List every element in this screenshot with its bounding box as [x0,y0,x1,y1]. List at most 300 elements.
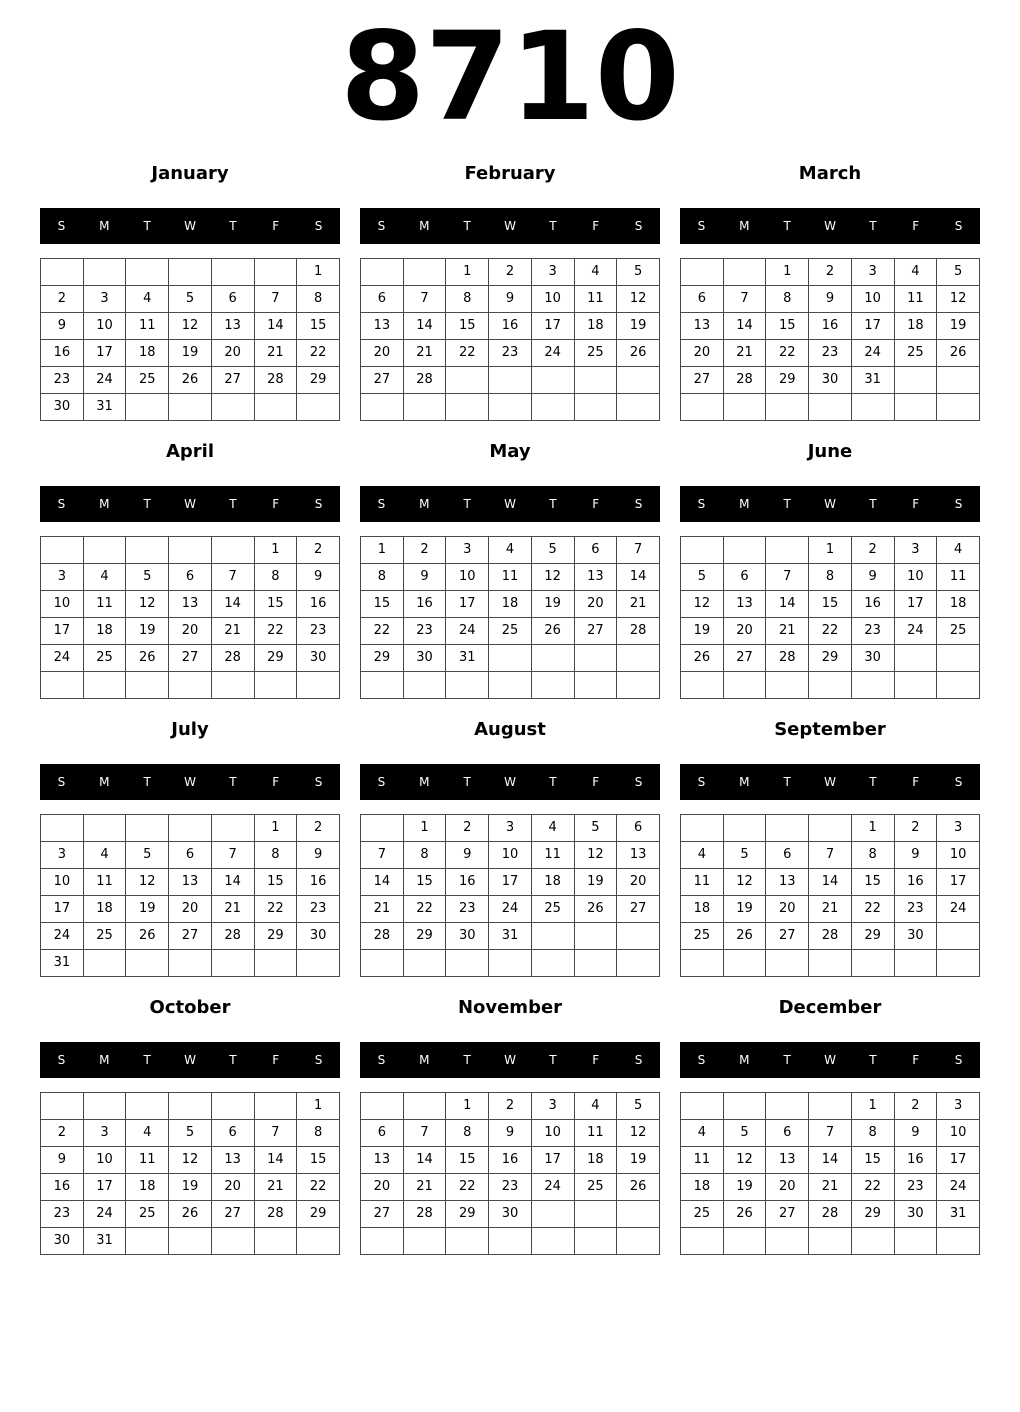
weekday-label: F [592,1053,600,1067]
day-cell: 20 [574,591,617,618]
empty-day-cell [937,672,980,699]
day-cell: 12 [681,591,724,618]
week-row [681,1201,980,1228]
day-cell: 6 [361,1120,404,1147]
day-cell: 3 [531,1093,574,1120]
week-row [681,537,980,564]
weekday-label: F [592,219,600,233]
day-cell: 10 [894,564,937,591]
day-cell: 26 [617,340,660,367]
day-cell: 13 [211,1147,254,1174]
week-row [361,672,660,699]
day-cell: 10 [851,286,894,313]
day-cell: 6 [723,564,766,591]
weekday-label: S [377,219,386,233]
day-cell: 7 [403,1120,446,1147]
month-name: May [489,441,531,462]
day-cell: 14 [809,1147,852,1174]
day-cell: 31 [937,1201,980,1228]
empty-day-cell [297,672,340,699]
day-cell: 22 [851,896,894,923]
week-row [41,672,340,699]
day-cell: 29 [254,645,297,672]
weekday-label: F [272,497,280,511]
day-cell: 24 [446,618,489,645]
day-cell: 9 [297,842,340,869]
week-row [361,842,660,869]
weekday-label: F [912,497,920,511]
empty-day-cell [126,1093,169,1120]
day-cell: 2 [851,537,894,564]
day-cell: 2 [894,815,937,842]
weekday-label: F [912,775,920,789]
day-cell: 5 [126,842,169,869]
day-cell: 27 [574,618,617,645]
day-cell: 28 [211,645,254,672]
day-cell: 6 [574,537,617,564]
weekday-label: M [739,219,750,233]
day-cell: 26 [617,1174,660,1201]
day-cell: 2 [489,259,532,286]
day-cell: 18 [126,1174,169,1201]
day-cell: 17 [446,591,489,618]
day-cell: 12 [723,1147,766,1174]
day-cell: 21 [809,896,852,923]
day-cell: 21 [361,896,404,923]
day-cell: 7 [254,1120,297,1147]
week-row [41,591,340,618]
week-row [41,537,340,564]
days-grid [360,258,660,421]
day-cell: 1 [403,815,446,842]
weekday-label: T [783,497,791,511]
weekday-label: W [504,1053,516,1067]
week-row [361,869,660,896]
day-cell: 17 [41,896,84,923]
day-cell: 25 [574,340,617,367]
day-cell: 13 [723,591,766,618]
day-cell: 2 [41,1120,84,1147]
day-cell: 20 [211,1174,254,1201]
weekday-label: M [99,1053,110,1067]
empty-day-cell [574,1228,617,1255]
day-cell: 29 [446,1201,489,1228]
week-row [361,1147,660,1174]
day-cell: 2 [297,537,340,564]
day-cell: 18 [681,1174,724,1201]
day-cell: 6 [169,842,212,869]
day-cell: 24 [41,645,84,672]
weekday-label: T [783,219,791,233]
empty-day-cell [489,950,532,977]
empty-day-cell [723,815,766,842]
empty-day-cell [403,259,446,286]
day-cell: 4 [894,259,937,286]
weekday-label: T [869,219,877,233]
day-cell: 18 [489,591,532,618]
day-cell: 1 [851,815,894,842]
empty-day-cell [531,1201,574,1228]
weekday-header [360,208,660,244]
week-row [361,537,660,564]
day-cell: 15 [254,869,297,896]
empty-day-cell [169,1093,212,1120]
days-grid [680,1092,980,1255]
empty-day-cell [574,1201,617,1228]
day-cell: 7 [211,842,254,869]
empty-day-cell [681,1093,724,1120]
week-row [681,1120,980,1147]
day-cell: 16 [894,869,937,896]
day-cell: 7 [211,564,254,591]
day-cell: 8 [809,564,852,591]
day-cell: 20 [766,1174,809,1201]
day-cell: 15 [254,591,297,618]
day-cell: 4 [937,537,980,564]
day-cell: 3 [83,286,126,313]
empty-day-cell [126,394,169,421]
day-cell: 12 [617,286,660,313]
day-cell: 11 [126,313,169,340]
day-cell: 13 [169,869,212,896]
day-cell: 16 [809,313,852,340]
day-cell: 15 [766,313,809,340]
empty-day-cell [361,1228,404,1255]
day-cell: 28 [809,1201,852,1228]
day-cell: 19 [126,618,169,645]
day-cell: 1 [851,1093,894,1120]
weekday-label: M [739,497,750,511]
day-cell: 4 [489,537,532,564]
days-grid [40,814,340,977]
week-row [681,259,980,286]
day-cell: 9 [809,286,852,313]
weekday-label: S [314,497,323,511]
day-cell: 11 [894,286,937,313]
day-cell: 13 [169,591,212,618]
weekday-label: W [824,219,836,233]
weekday-label: S [954,497,963,511]
day-cell: 11 [681,1147,724,1174]
day-cell: 28 [403,1201,446,1228]
day-cell: 4 [681,842,724,869]
weekday-label: T [783,1053,791,1067]
day-cell: 29 [766,367,809,394]
empty-day-cell [574,367,617,394]
empty-day-cell [489,672,532,699]
day-cell: 9 [41,1147,84,1174]
day-cell: 7 [723,286,766,313]
day-cell: 8 [851,1120,894,1147]
day-cell: 29 [403,923,446,950]
day-cell: 4 [574,1093,617,1120]
empty-day-cell [489,645,532,672]
weekday-header [360,764,660,800]
day-cell: 12 [574,842,617,869]
week-row [681,564,980,591]
empty-day-cell [723,1228,766,1255]
day-cell: 27 [361,1201,404,1228]
day-cell: 27 [766,923,809,950]
weekday-label: S [634,1053,643,1067]
day-cell: 19 [574,869,617,896]
day-cell: 5 [574,815,617,842]
empty-day-cell [126,672,169,699]
day-cell: 11 [574,286,617,313]
day-cell: 19 [681,618,724,645]
empty-day-cell [531,950,574,977]
weekday-label: W [504,219,516,233]
month-name: September [774,719,886,740]
empty-day-cell [617,1201,660,1228]
day-cell: 15 [403,869,446,896]
day-cell: 18 [574,1147,617,1174]
day-cell: 2 [297,815,340,842]
weekday-label: T [229,219,237,233]
week-row [681,672,980,699]
weekday-label: M [99,775,110,789]
empty-day-cell [617,923,660,950]
day-cell: 19 [617,313,660,340]
day-cell: 29 [851,923,894,950]
weekday-label: W [824,775,836,789]
day-cell: 14 [403,313,446,340]
day-cell: 3 [531,259,574,286]
day-cell: 31 [83,1228,126,1255]
day-cell: 16 [41,340,84,367]
empty-day-cell [446,1228,489,1255]
empty-day-cell [894,950,937,977]
day-cell: 11 [681,869,724,896]
weekday-label: S [57,497,66,511]
empty-day-cell [531,645,574,672]
day-cell: 16 [297,591,340,618]
empty-day-cell [574,672,617,699]
weekday-label: T [143,497,151,511]
month-name: August [474,719,546,740]
day-cell: 19 [723,1174,766,1201]
day-cell: 15 [297,313,340,340]
day-cell: 29 [809,645,852,672]
day-cell: 31 [83,394,126,421]
week-row [41,618,340,645]
day-cell: 5 [723,842,766,869]
day-cell: 31 [41,950,84,977]
day-cell: 16 [489,313,532,340]
weekday-label: S [377,497,386,511]
week-row [41,1120,340,1147]
day-cell: 18 [126,340,169,367]
days-grid [40,258,340,421]
weekday-label: T [463,1053,471,1067]
empty-day-cell [297,950,340,977]
day-cell: 25 [126,1201,169,1228]
day-cell: 9 [489,286,532,313]
day-cell: 3 [937,815,980,842]
day-cell: 19 [531,591,574,618]
week-row [41,286,340,313]
day-cell: 11 [531,842,574,869]
week-row [41,645,340,672]
day-cell: 30 [446,923,489,950]
empty-day-cell [681,672,724,699]
empty-day-cell [83,537,126,564]
week-row [681,950,980,977]
empty-day-cell [894,1228,937,1255]
empty-day-cell [723,1093,766,1120]
empty-day-cell [169,672,212,699]
empty-day-cell [894,672,937,699]
empty-day-cell [937,367,980,394]
day-cell: 20 [723,618,766,645]
week-row [361,394,660,421]
day-cell: 16 [851,591,894,618]
weekday-label: S [314,219,323,233]
day-cell: 25 [681,1201,724,1228]
day-cell: 21 [254,1174,297,1201]
week-row [681,842,980,869]
day-cell: 9 [894,1120,937,1147]
weekday-label: S [57,219,66,233]
day-cell: 25 [574,1174,617,1201]
weekday-label: S [697,1053,706,1067]
week-row [681,367,980,394]
day-cell: 7 [809,842,852,869]
weekday-label: T [549,775,557,789]
day-cell: 9 [297,564,340,591]
weekday-label: S [377,1053,386,1067]
day-cell: 6 [766,842,809,869]
empty-day-cell [403,1093,446,1120]
empty-day-cell [361,950,404,977]
empty-day-cell [809,815,852,842]
day-cell: 30 [297,923,340,950]
weekday-label: F [912,219,920,233]
day-cell: 27 [169,645,212,672]
day-cell: 13 [361,313,404,340]
day-cell: 22 [297,340,340,367]
day-cell: 8 [254,564,297,591]
empty-day-cell [211,394,254,421]
day-cell: 23 [446,896,489,923]
weekday-label: M [419,775,430,789]
day-cell: 16 [446,869,489,896]
week-row [361,340,660,367]
day-cell: 20 [361,1174,404,1201]
day-cell: 23 [41,367,84,394]
day-cell: 12 [126,591,169,618]
empty-day-cell [681,537,724,564]
week-row [681,340,980,367]
day-cell: 6 [361,286,404,313]
empty-day-cell [126,950,169,977]
empty-day-cell [681,950,724,977]
day-cell: 26 [681,645,724,672]
empty-day-cell [489,1228,532,1255]
day-cell: 20 [617,869,660,896]
weekday-label: W [184,1053,196,1067]
day-cell: 22 [851,1174,894,1201]
week-row [681,869,980,896]
week-row [41,394,340,421]
weekday-label: S [634,219,643,233]
day-cell: 28 [403,367,446,394]
day-cell: 9 [403,564,446,591]
week-row [361,259,660,286]
day-cell: 23 [489,340,532,367]
day-cell: 13 [211,313,254,340]
empty-day-cell [169,815,212,842]
day-cell: 11 [83,591,126,618]
empty-day-cell [446,672,489,699]
day-cell: 24 [851,340,894,367]
day-cell: 18 [83,896,126,923]
day-cell: 22 [254,618,297,645]
day-cell: 30 [297,645,340,672]
day-cell: 28 [617,618,660,645]
day-cell: 30 [894,1201,937,1228]
day-cell: 21 [723,340,766,367]
day-cell: 13 [574,564,617,591]
day-cell: 17 [894,591,937,618]
day-cell: 17 [937,1147,980,1174]
empty-day-cell [617,672,660,699]
day-cell: 18 [83,618,126,645]
empty-day-cell [894,367,937,394]
empty-day-cell [403,950,446,977]
empty-day-cell [169,950,212,977]
day-cell: 28 [211,923,254,950]
day-cell: 8 [446,286,489,313]
weekday-label: T [463,219,471,233]
day-cell: 20 [169,618,212,645]
day-cell: 5 [126,564,169,591]
empty-day-cell [937,394,980,421]
empty-day-cell [766,1228,809,1255]
weekday-label: T [549,219,557,233]
day-cell: 9 [489,1120,532,1147]
weekday-label: T [869,1053,877,1067]
empty-day-cell [531,394,574,421]
day-cell: 15 [297,1147,340,1174]
day-cell: 24 [83,1201,126,1228]
days-grid [680,536,980,699]
week-row [361,923,660,950]
day-cell: 3 [41,564,84,591]
empty-day-cell [723,950,766,977]
day-cell: 12 [723,869,766,896]
day-cell: 14 [361,869,404,896]
day-cell: 12 [126,869,169,896]
week-row [41,1201,340,1228]
empty-day-cell [531,367,574,394]
empty-day-cell [937,923,980,950]
week-row [41,340,340,367]
empty-day-cell [723,259,766,286]
day-cell: 26 [169,1201,212,1228]
day-cell: 28 [766,645,809,672]
day-cell: 22 [361,618,404,645]
day-cell: 6 [766,1120,809,1147]
weekday-label: S [697,775,706,789]
month-name: December [778,997,882,1018]
day-cell: 11 [489,564,532,591]
day-cell: 15 [809,591,852,618]
day-cell: 16 [41,1174,84,1201]
empty-day-cell [361,672,404,699]
day-cell: 3 [446,537,489,564]
day-cell: 21 [254,340,297,367]
